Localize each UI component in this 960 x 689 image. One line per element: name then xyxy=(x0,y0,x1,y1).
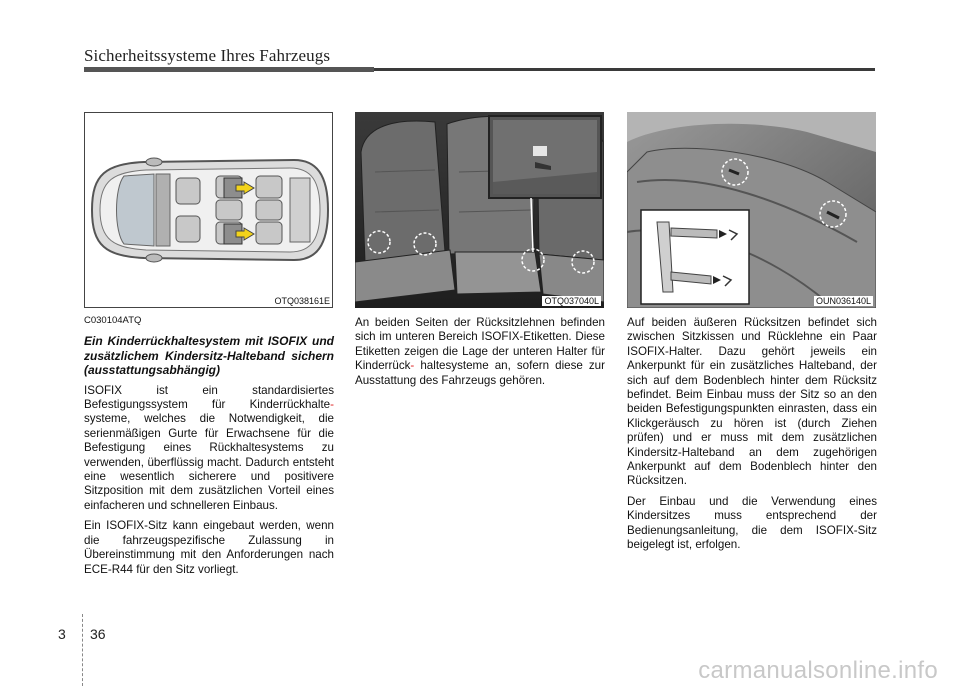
section-heading: Ein Kinderrückhaltesystem mit ISOFIX und zusätzlichem Kindersitz-Halteband sichern (ausstattungsabhängig) xyxy=(84,334,334,378)
paragraph: Ein ISOFIX-Sitz kann eingebaut werden, wenn die fahrzeugspezifische Zulassung in Übereinstimmung mit den Anforderungen nach ECE-R44 für den Sitz vorliegt. xyxy=(84,519,334,576)
paragraph-text: ISOFIX ist ein standardisiertes Befestigungssystem für Kinderrückhalte xyxy=(84,383,334,412)
paragraph-text: haltesysteme an, sofern diese zur Ausstattung des Fahrzeugs gehören. xyxy=(355,359,605,387)
column-3 xyxy=(627,316,877,559)
rear-seat-isofix-label-photo-icon xyxy=(355,112,604,308)
column-2 xyxy=(355,316,605,394)
paragraph-text: An beiden Seiten der Rücksitzlehnen befinden sich im unteren Bereich ISOFIX-Etiketten. Diese Etiketten zeigen die Lage der unteren Halter für Kinderrück xyxy=(355,316,605,373)
column-1 xyxy=(84,314,334,583)
paragraph: Der Einbau und die Verwendung eines Kindersitzes muss entsprechend der Bedienungsanleitung, die dem ISOFIX-Sitz beigelegt ist, erfolgen. xyxy=(627,494,877,552)
figure-rear-seat-labels xyxy=(355,112,604,308)
page-number: 36 xyxy=(90,626,106,642)
chapter-number: 3 xyxy=(58,626,66,642)
paragraph xyxy=(84,384,334,514)
hyphen-mark: - xyxy=(410,359,415,373)
paragraph: Auf beiden äußeren Rücksitzen befindet sich zwischen Sitzkissen und Rücklehne ein Paar ISOFIX-Halter. Dazu gehört jeweils ein Ankerpunkt für ein zusätzliches Halteband, der sich auf dem Bodenblech hinter dem Rücksitz befindet. Beim Einbau muss der Sitz so an den beiden Befestigungspunkten einrasten, dass ein Klickgeräusch zu hören ist (durch Ziehen prüfen) und er muss mit dem zusätzlichen Kindersitz-Halteband an dem zugehörigen Ankerpunkt auf dem Bodenblech hinter den Rücksitzen. xyxy=(627,316,877,488)
paragraph xyxy=(355,316,605,388)
figure-caption: OTQ038161E xyxy=(274,296,330,306)
watermark: carmanualsonline.info xyxy=(698,657,938,684)
header-rule-accent xyxy=(84,67,374,72)
figure-caption: OUN036140L xyxy=(815,296,871,306)
figure-isofix-anchors xyxy=(627,112,876,308)
paragraph-text: systeme, welches die Notwendigkeit, die serienmäßigen Gurte für Erwachsene für die Befestigung eines Rückhaltesystems zu verwenden, überflüssig macht. Dadurch entsteht eine wesentlich sicherere und positivere Sitzposition mit dem zusätzlichen Vorteil eines einfacheren und schnelleren Einbaus. xyxy=(84,412,334,512)
footer-divider xyxy=(82,614,84,686)
hyphen-mark: - xyxy=(330,398,334,412)
page-header-title: Sicherheitssysteme Ihres Fahrzeugs xyxy=(84,46,331,65)
isofix-anchor-points-photo-icon xyxy=(627,112,876,308)
figure-caption: OTQ037040L xyxy=(544,296,599,306)
section-code: C030104ATQ xyxy=(84,315,142,326)
car-top-view-isofix-diagram-icon xyxy=(84,112,333,308)
figure-car-top-view xyxy=(84,112,333,308)
